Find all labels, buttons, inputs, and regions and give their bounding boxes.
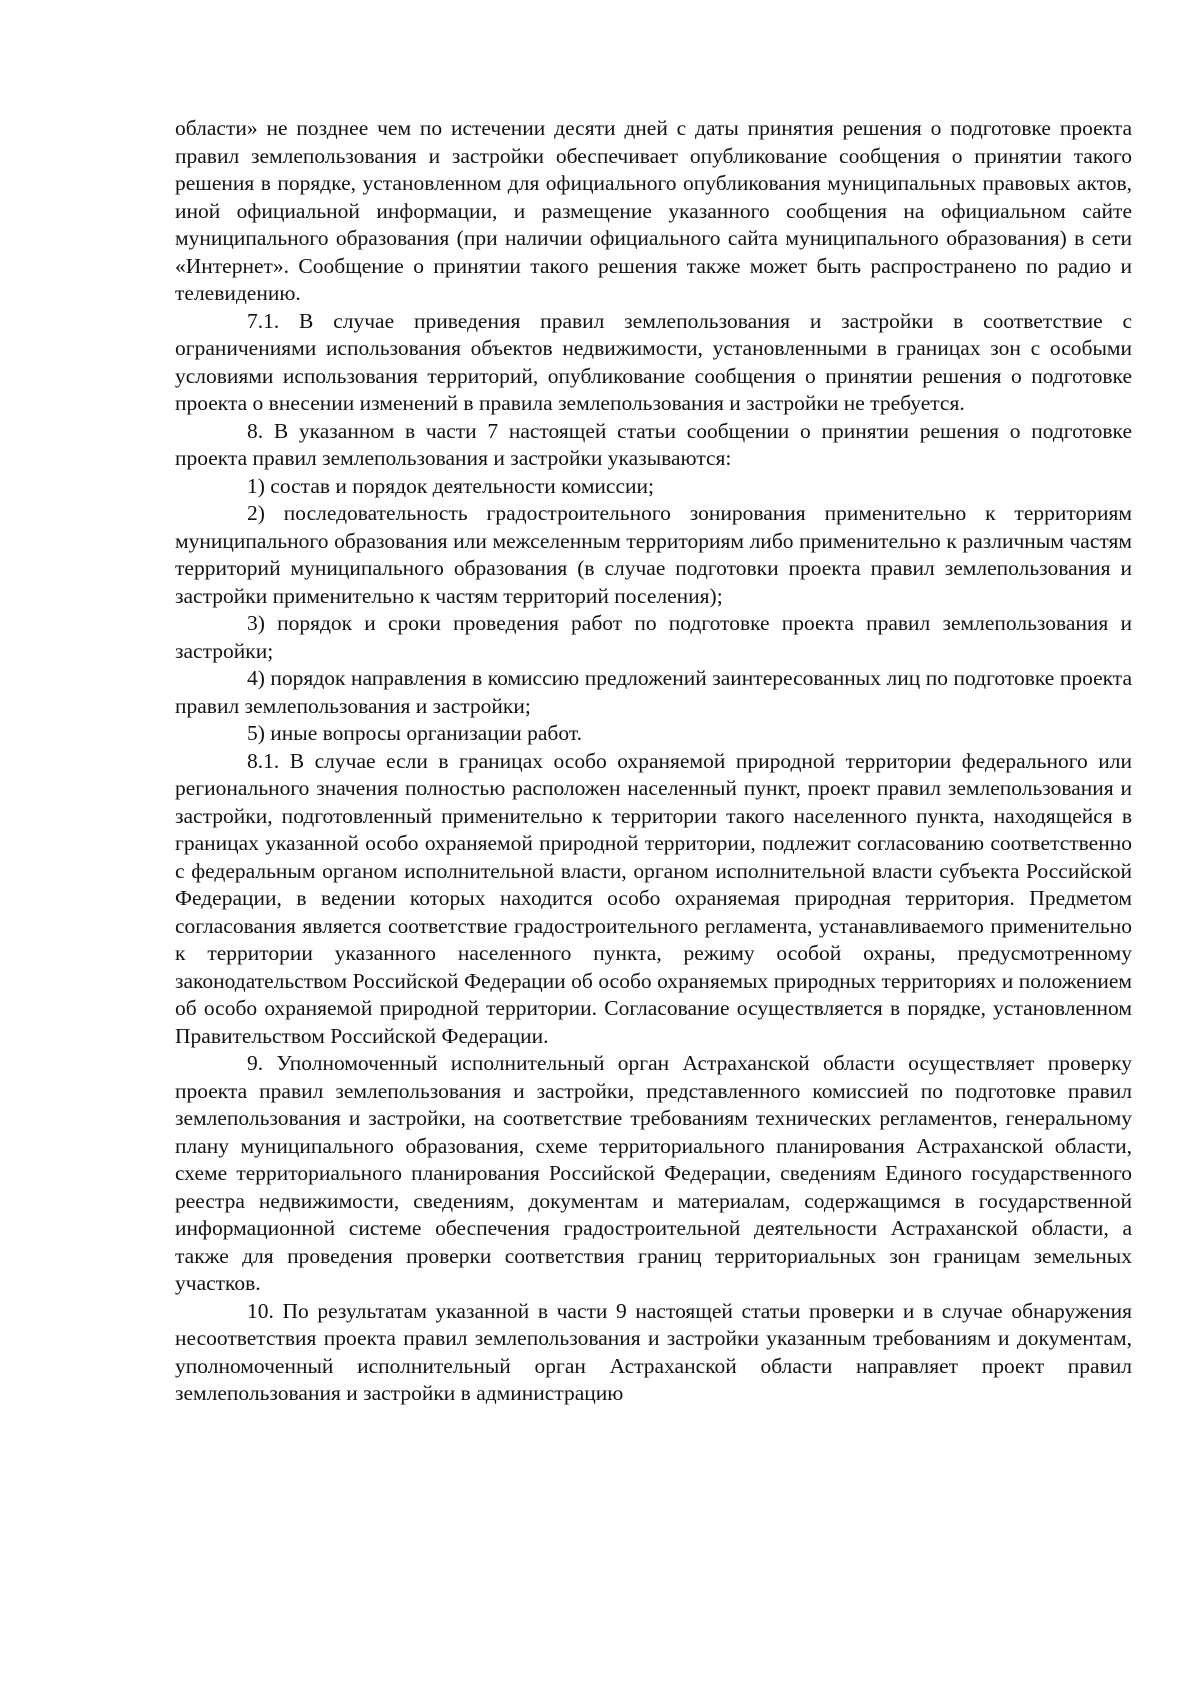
document-page	[175, 115, 1132, 1408]
paragraph-10: 10. По результатам указанной в части 9 настоящей статьи проверки и в случае обнаружения несоответствия проекта правил землепользования и застройки указанным требованиям и документам, уполномоченный исполнительный орган Астраханской области направляет проект правил землепользования и застройки в администрацию	[175, 1298, 1132, 1405]
paragraph-7-1: 7.1. В случае приведения правил землепользования и застройки в соответствие с ограничениями использования объектов недвижимости, установленными в границах зон с особыми условиями использования территорий, опубликование сообщения о принятии решения о подготовке проекта о внесении изменений в правила землепользования и застройки не требуется.	[175, 308, 1132, 415]
list-item-1: 1) состав и порядок деятельности комиссии;	[247, 473, 654, 498]
list-item-4: 4) порядок направления в комиссию предложений заинтересованных лиц по подготовке проекта правил землепользования и застройки;	[175, 666, 1132, 718]
list-item-3: 3) порядок и сроки проведения работ по подготовке проекта правил землепользования и застройки;	[175, 611, 1132, 663]
list-item-5: 5) иные вопросы организации работ.	[247, 721, 582, 745]
paragraph-8: 8. В указанном в части 7 настоящей статьи сообщении о принятии решения о подготовке проекта правил землепользования и застройки указываются:	[175, 418, 1132, 470]
paragraph-8-1: 8.1. В случае если в границах особо охраняемой природной территории федерального или регионального значения полностью расположен населенный пункт, проект правил землепользования и застройки, подготовленный применительно к территории такого населенного пункта, находящейся в границах указанной особо охраняемой природной территории, подлежит согласованию соответственно с федеральным органом исполнительной власти, органом исполнительной власти субъекта Российской Федерации, в ведении которых находится особо охраняемая природная территория. Предметом согласования является соответствие градостроительного регламента, устанавливаемого применительно к территории указанного населенного пункта, режиму особой охраны, предусмотренному законодательством Российской Федерации об особо охраняемых природных территориях и положением об особо охраняемой природной территории. Согласование осуществляется в порядке, установленном Правительством Российской Федерации.	[175, 748, 1132, 1048]
paragraph-continuation: области» не позднее чем по истечении десяти дней с даты принятия решения о подготовке проекта правил землепользования и застройки обеспечивает опубликование сообщения о принятии такого решения в порядке, установленном для официального опубликования муниципальных правовых актов, иной официальной информации, и размещение указанного сообщения на официальном сайте муниципального образования (при наличии официального сайта муниципального образования) в сети «Интернет». Сообщение о принятии такого решения также может быть распространено по радио и телевидению.	[175, 116, 1132, 305]
list-item-2: 2) последовательность градостроительного зонирования применительно к территориям муниципального образования или межселенным территориям либо применительно к различным частям территорий муниципального образования (в случае подготовки проекта правил землепользования и застройки применительно к частям территорий поселения);	[175, 501, 1132, 608]
paragraph-9: 9. Уполномоченный исполнительный орган Астраханской области осуществляет проверку проекта правил землепользования и застройки, представленного комиссией по подготовке правил землепользования и застройки, на соответствие требованиям технических регламентов, генеральному плану муниципального образования, схеме территориального планирования Астраханской области, схеме территориального планирования Российской Федерации, сведениям Единого государственного реестра недвижимости, сведениям, документам и материалам, содержащимся в государственной информационной системе обеспечения градостроительной деятельности Астраханской области, а также для проведения проверки соответствия границ территориальных зон границам земельных участков.	[175, 1051, 1132, 1295]
